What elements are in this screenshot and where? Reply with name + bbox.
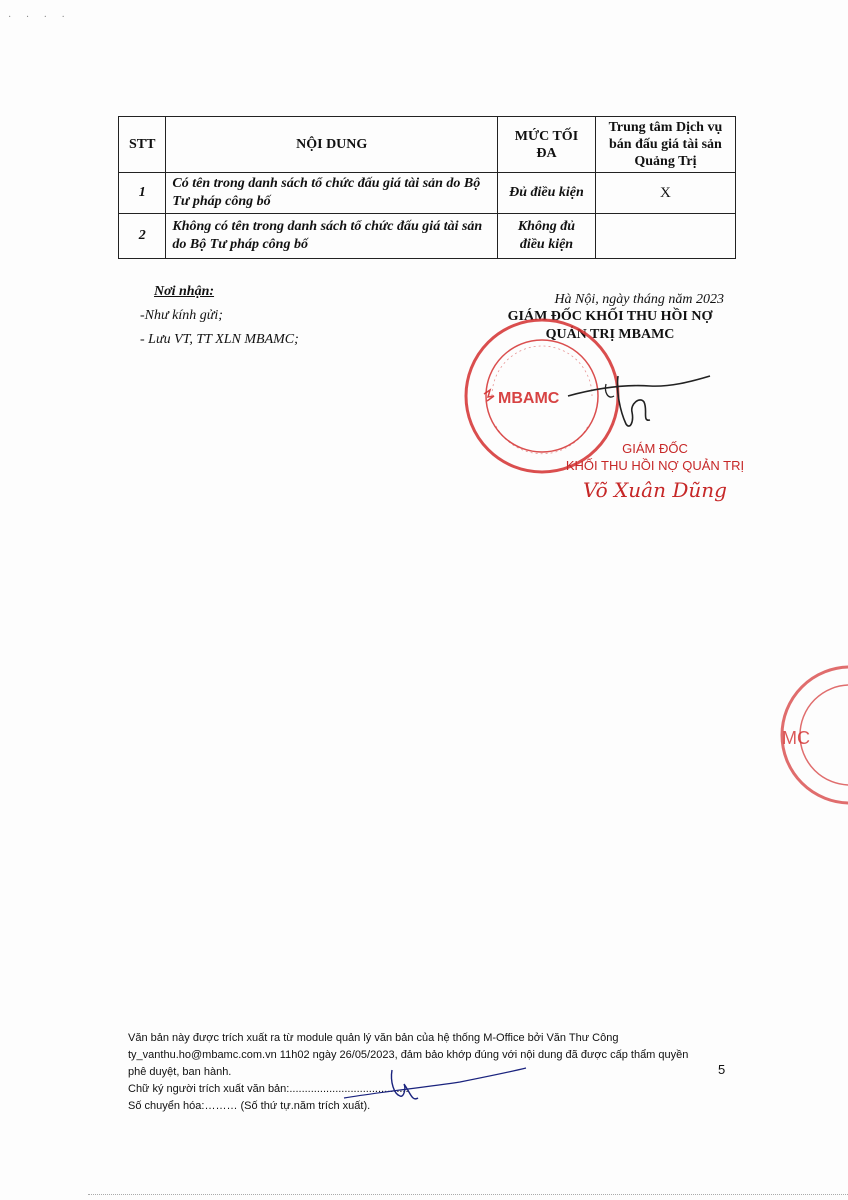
row-stt: 2	[119, 214, 166, 259]
handwritten-signature-icon	[560, 366, 720, 436]
signer-block	[545, 440, 765, 502]
scan-artifact: · · · ·	[8, 12, 71, 23]
table-header-row	[119, 117, 736, 173]
recipients-block	[140, 284, 299, 356]
footer-line: Chữ ký người trích xuất văn bản:.......................................	[128, 1083, 409, 1095]
recipient-line: - Lưu VT, TT XLN MBAMC;	[140, 332, 299, 347]
footer-line: ty_vanthu.ho@mbamc.com.vn 11h02 ngày 26/05/2023, đảm bảo khớp đúng với nội dung đã được cấp thẩm quyền	[128, 1049, 689, 1061]
extractor-signature-icon	[340, 1062, 530, 1106]
footer-line: phê duyệt, ban hành.	[128, 1066, 232, 1078]
signer-title-line1: GIÁM ĐỐC KHỐI THU HỒI NỢ	[507, 309, 713, 324]
criteria-table	[118, 116, 736, 259]
header-content: NỘI DUNG	[166, 117, 498, 173]
recipients-title: Nơi nhận:	[154, 284, 215, 299]
partial-seal-text: MC	[782, 728, 810, 748]
page-number: 5	[718, 1062, 726, 1077]
footer-line: Số chuyển hóa:……… (Số thứ tự.năm trích xuất).	[128, 1100, 371, 1112]
signer-title-line2: QUẢN TRỊ MBAMC	[545, 327, 675, 342]
table-row	[119, 214, 736, 259]
row-mark: X	[595, 173, 735, 214]
signer-role-line1: GIÁM ĐỐC	[622, 441, 688, 456]
place-date: Hà Nội, ngày tháng năm 2023	[554, 292, 724, 307]
row-max: Đủ điều kiện	[498, 173, 596, 214]
table-row	[119, 173, 736, 214]
header-stt: STT	[119, 117, 166, 173]
footer-line: Văn bản này được trích xuất ra từ module quản lý văn bản của hệ thống M-Office bởi Văn Thư Công	[128, 1032, 619, 1044]
row-mark	[595, 214, 735, 259]
signer-name: Võ Xuân Dũng	[583, 478, 727, 502]
seal-logo-text: MBAMC	[498, 390, 560, 407]
partial-seal-icon	[770, 660, 848, 810]
row-content: Không có tên trong danh sách tổ chức đấu giá tài sản do Bộ Tư pháp công bố	[166, 214, 498, 259]
header-center: Trung tâm Dịch vụ bán đấu giá tài sản Quảng Trị	[595, 117, 735, 173]
row-content: Có tên trong danh sách tổ chức đấu giá tài sản do Bộ Tư pháp công bố	[166, 173, 498, 214]
bottom-divider	[88, 1194, 848, 1195]
row-max: Không đủ điều kiện	[498, 214, 596, 259]
recipient-line: -Như kính gửi;	[140, 308, 223, 323]
signer-role-line2: KHỐI THU HỒI NỢ QUẢN TRỊ	[565, 458, 745, 473]
row-stt: 1	[119, 173, 166, 214]
header-max: MỨC TỐI ĐA	[498, 117, 596, 173]
